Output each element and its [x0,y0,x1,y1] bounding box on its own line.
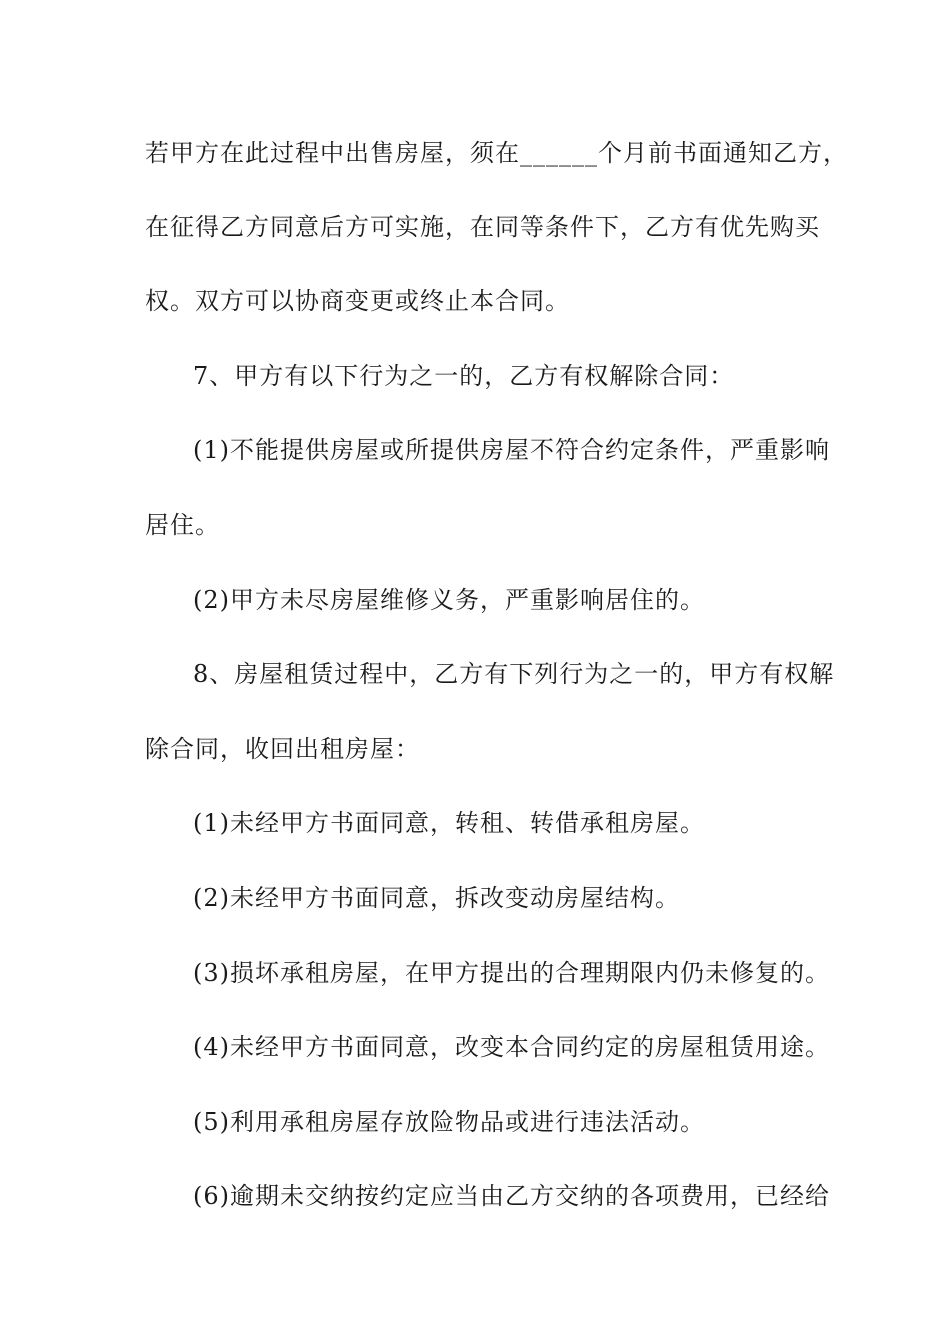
clause-item: (6)逾期未交纳按约定应当由乙方交纳的各项费用，已经给 [193,1182,830,1210]
text-line: 居住。 [145,511,220,539]
clause-item: (5)利用承租房屋存放险物品或进行违法活动。 [193,1108,705,1136]
clause-item: (1)未经甲方书面同意，转租、转借承租房屋。 [193,809,705,837]
clause-item: (2)未经甲方书面同意，拆改变动房屋结构。 [193,884,680,912]
clause-item: (2)甲方未尽房屋维修义务，严重影响居住的。 [193,586,705,614]
clause-heading: 8、房屋租赁过程中，乙方有下列行为之一的，甲方有权解 [193,660,835,688]
text-line: 在征得乙方同意后方可实施，在同等条件下，乙方有优先购买 [145,213,820,241]
clause-heading: 7、甲方有以下行为之一的，乙方有权解除合同： [193,362,735,390]
text-line: 权。双方可以协商变更或终止本合同。 [145,287,570,315]
clause-item: (4)未经甲方书面同意，改变本合同约定的房屋租赁用途。 [193,1033,830,1061]
text-line: 若甲方在此过程中出售房屋，须在______个月前书面通知乙方， [145,139,848,167]
clause-item: (1)不能提供房屋或所提供房屋不符合约定条件，严重影响 [193,436,830,464]
clause-item: (3)损坏承租房屋，在甲方提出的合理期限内仍未修复的。 [193,959,830,987]
text-line: 除合同，收回出租房屋： [145,735,420,763]
